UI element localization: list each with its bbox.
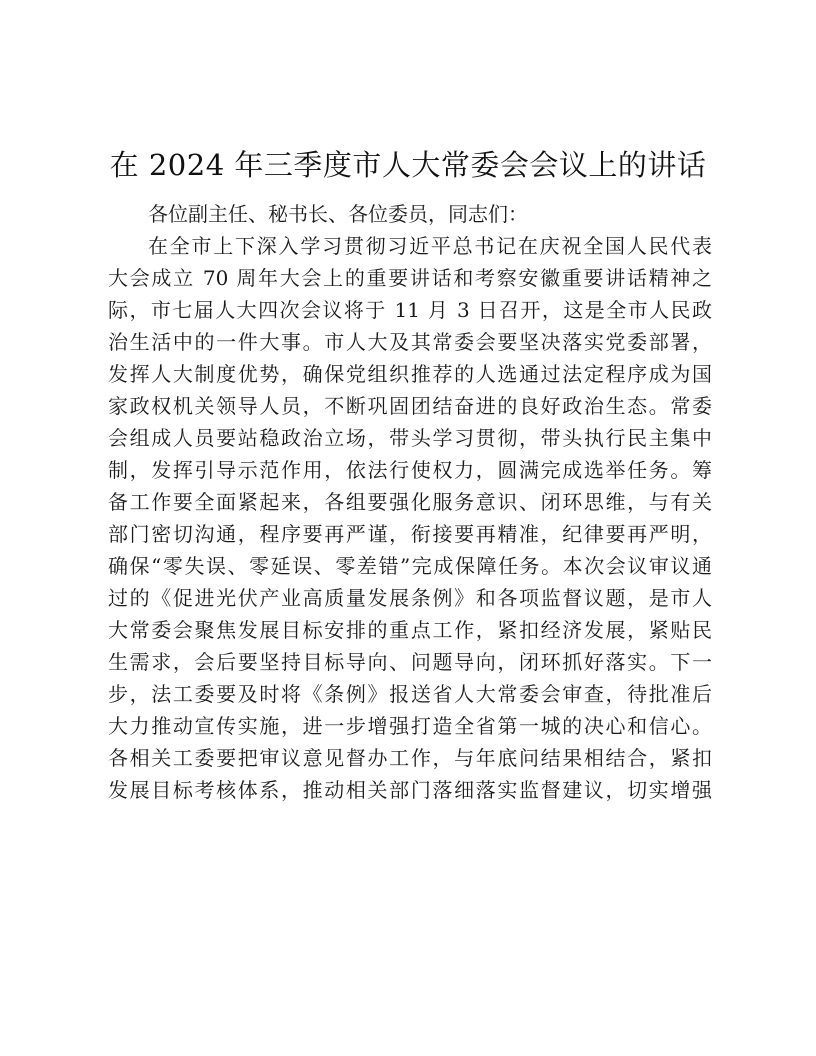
paragraph-line: 确保“零失误、零延误、零差错”完成保障任务。本次会议审议通 — [108, 554, 712, 578]
paragraph-line: 制，发挥引导示范作用，依法行使权力，圆满完成选举任务。筹 — [108, 458, 712, 482]
paragraph-line: 大常委会聚焦发展目标安排的重点工作，紧扣经济发展，紧贴民 — [108, 618, 712, 642]
paragraph-line: 会组成人员要站稳政治立场，带头学习贯彻，带头执行民主集中 — [108, 426, 712, 450]
paragraph-line: 生需求，会后要坚持目标导向、问题导向，闭环抓好落实。下一 — [108, 650, 712, 674]
paragraph-line: 步，法工委要及时将《条例》报送省人大常委会审查，待批准后 — [108, 682, 712, 706]
document-body — [108, 198, 712, 806]
paragraph-line: 大力推动宣传实施，进一步增强打造全省第一城的决心和信心。 — [108, 714, 712, 738]
paragraph-line: 际，市七届人大四次会议将于 11 月 3 日召开，这是全市人民政 — [108, 298, 712, 322]
paragraph-line: 在全市上下深入学习贯彻习近平总书记在庆祝全国人民代表 — [148, 234, 712, 258]
paragraph-line: 过的《促进光伏产业高质量发展条例》和各项监督议题，是市人 — [108, 586, 712, 610]
paragraph-line: 发挥人大制度优势，确保党组织推荐的人选通过法定程序成为国 — [108, 362, 712, 386]
paragraph-line: 各相关工委要把审议意见督办工作，与年底问结果相结合，紧扣 — [108, 746, 712, 770]
paragraph-line: 治生活中的一件大事。市人大及其常委会要坚决落实党委部署， — [108, 330, 712, 354]
salutation-line: 各位副主任、秘书长、各位委员，同志们： — [148, 202, 528, 226]
document-title: 在 2024 年三季度市人大常委会会议上的讲话 — [109, 148, 707, 182]
paragraph-line: 大会成立 70 周年大会上的重要讲话和考察安徽重要讲话精神之 — [108, 266, 712, 290]
paragraph-line: 备工作要全面紧起来，各组要强化服务意识、闭环思维，与有关 — [108, 490, 712, 514]
paragraph-line: 部门密切沟通，程序要再严谨，衔接要再精准，纪律要再严明， — [108, 522, 712, 546]
paragraph-line: 家政权机关领导人员，不断巩固团结奋进的良好政治生态。常委 — [108, 394, 712, 418]
paragraph-line: 发展目标考核体系，推动相关部门落细落实监督建议，切实增强 — [108, 778, 712, 802]
